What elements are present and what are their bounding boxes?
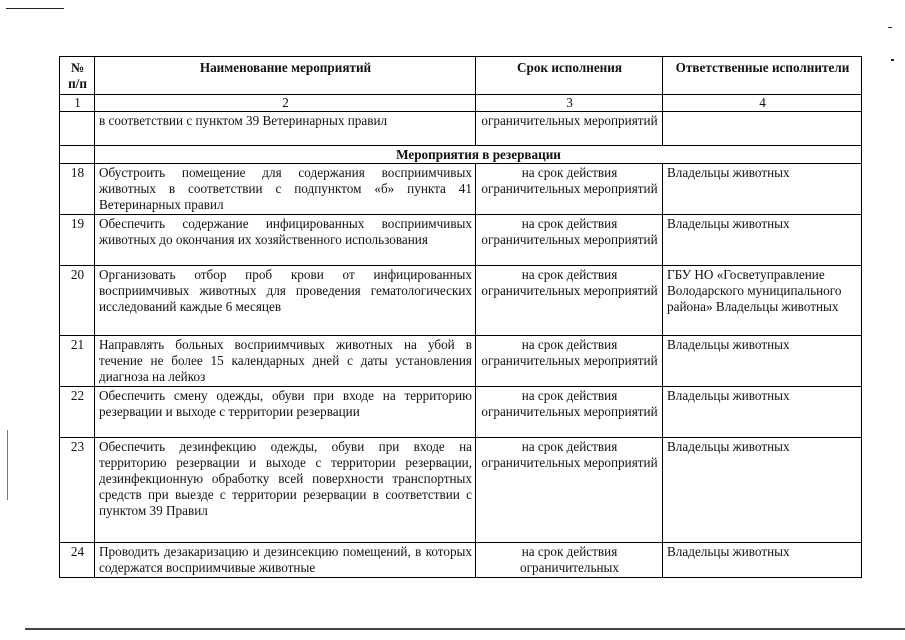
row-num: 18 — [60, 164, 95, 215]
row-deadline: на срок действия ограничительных мероприятий — [476, 336, 663, 387]
table-row — [60, 164, 862, 215]
scan-artifact-top-left — [6, 8, 64, 9]
row-responsible: Владельцы животных — [663, 164, 862, 215]
row-responsible: Владельцы животных — [663, 387, 862, 438]
row-deadline: на срок действия ограничительных — [476, 543, 663, 578]
row-num: 22 — [60, 387, 95, 438]
scan-artifact-left-edge — [7, 430, 8, 500]
column-number: 1 — [60, 95, 95, 112]
header-name: Наименование мероприятий — [95, 57, 476, 95]
row-num: 21 — [60, 336, 95, 387]
row-num: 20 — [60, 266, 95, 336]
table-row — [60, 438, 862, 543]
header-num: № п/п — [60, 57, 95, 95]
section-row — [60, 146, 862, 164]
row-deadline: на срок действия ограничительных мероприятий — [476, 387, 663, 438]
row-num: 23 — [60, 438, 95, 543]
row-responsible: Владельцы животных — [663, 438, 862, 543]
row-responsible: Владельцы животных — [663, 543, 862, 578]
scan-artifact-right-dot — [891, 59, 894, 61]
row-deadline: ограничительных мероприятий — [476, 112, 663, 146]
scan-artifact-right-dot — [888, 27, 892, 28]
table-row — [60, 112, 862, 146]
row-name: в соответствии с пунктом 39 Ветеринарных правил — [95, 112, 476, 146]
table-row — [60, 387, 862, 438]
row-deadline: на срок действия ограничительных мероприятий — [476, 215, 663, 266]
header-responsible: Ответственные исполнители — [663, 57, 862, 95]
table-row — [60, 336, 862, 387]
row-deadline: на срок действия ограничительных мероприятий — [476, 438, 663, 543]
row-responsible: Владельцы животных — [663, 215, 862, 266]
section-spacer — [60, 146, 95, 164]
scan-artifact-bottom-line — [25, 628, 905, 630]
row-num — [60, 112, 95, 146]
row-name: Обеспечить дезинфекцию одежды, обуви при входе на территорию резервации и выходе с территории резервации, дезинфекционную обработку всей поверхности транспортных средств при выезде с территории резервации в соответствии с пунктом 39 Правил — [95, 438, 476, 543]
column-number: 2 — [95, 95, 476, 112]
row-name: Проводить дезакаризацию и дезинсекцию помещений, в которых содержатся восприимчивые животные — [95, 543, 476, 578]
row-num: 24 — [60, 543, 95, 578]
column-number: 3 — [476, 95, 663, 112]
row-deadline: на срок действия ограничительных мероприятий — [476, 266, 663, 336]
table-row — [60, 266, 862, 336]
row-deadline: на срок действия ограничительных мероприятий — [476, 164, 663, 215]
row-num: 19 — [60, 215, 95, 266]
row-name: Обустроить помещение для содержания восприимчивых животных в соответствии с подпунктом «б» пункта 41 Ветеринарных правил — [95, 164, 476, 215]
measures-table — [59, 56, 862, 578]
row-name: Организовать отбор проб крови от инфицированных восприимчивых животных для проведения гематологических исследований каждые 6 месяцев — [95, 266, 476, 336]
table-row — [60, 543, 862, 578]
column-numbers-row — [60, 95, 862, 112]
table-header-row — [60, 57, 862, 95]
row-responsible: Владельцы животных — [663, 336, 862, 387]
column-number: 4 — [663, 95, 862, 112]
row-responsible — [663, 112, 862, 146]
row-name: Обеспечить содержание инфицированных восприимчивых животных до окончания их хозяйственного использования — [95, 215, 476, 266]
row-name: Направлять больных восприимчивых животных на убой в течение не более 15 календарных дней с даты установления диагноза на лейкоз — [95, 336, 476, 387]
table-row — [60, 215, 862, 266]
row-responsible: ГБУ НО «Госветуправление Володарского муниципального района» Владельцы животных — [663, 266, 862, 336]
row-name: Обеспечить смену одежды, обуви при входе на территорию резервации и выходе с территории резервации — [95, 387, 476, 438]
header-deadline: Срок исполнения — [476, 57, 663, 95]
section-title: Мероприятия в резервации — [95, 146, 862, 164]
